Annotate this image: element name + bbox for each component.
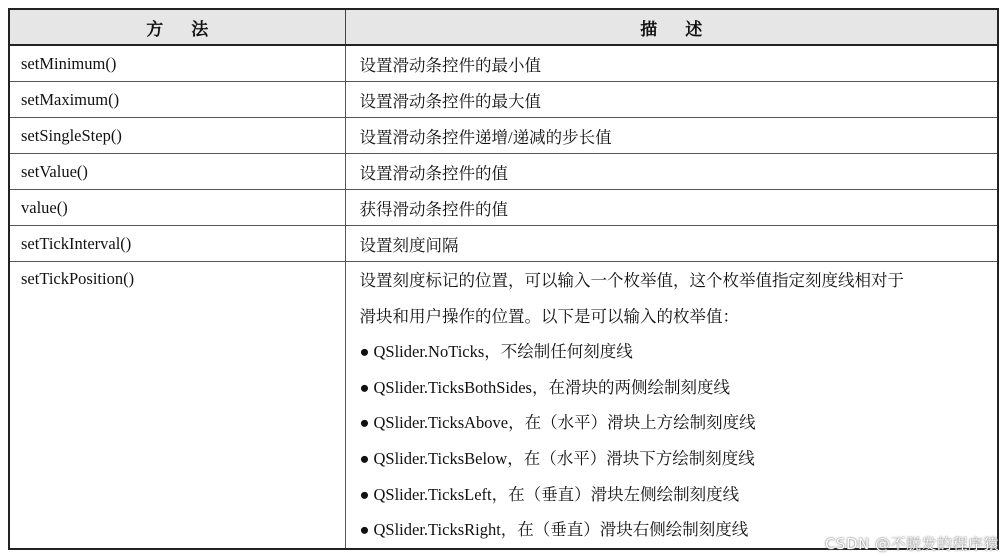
bullet-icon: ● bbox=[359, 448, 370, 468]
method-cell: setMinimum() bbox=[9, 45, 345, 82]
enum-option-item bbox=[360, 334, 988, 370]
description-line: 滑块和用户操作的位置。以下是可以输入的枚举值： bbox=[359, 306, 739, 326]
description-cell-multiline bbox=[345, 262, 998, 549]
table-body bbox=[9, 45, 998, 549]
table-row bbox=[9, 45, 998, 82]
table-row bbox=[9, 82, 998, 118]
method-cell: value() bbox=[9, 190, 345, 226]
header-description: 描述 bbox=[345, 9, 998, 45]
description-cell: 设置滑动条控件的最小值 bbox=[345, 45, 998, 82]
qslider-methods-table bbox=[8, 8, 999, 550]
methods-table-container bbox=[8, 8, 997, 550]
enum-option-text: QSlider.TicksRight，在（垂直）滑块右侧绘制刻度线 bbox=[373, 520, 749, 540]
enum-option-text: QSlider.TicksBelow，在（水平）滑块下方绘制刻度线 bbox=[373, 448, 755, 468]
enum-option-item bbox=[360, 370, 988, 406]
enum-option-text: QSlider.NoTicks，不绘制任何刻度线 bbox=[373, 342, 633, 362]
bullet-icon: ● bbox=[359, 377, 370, 397]
table-row bbox=[9, 190, 998, 226]
description-cell: 设置滑动条控件的最大值 bbox=[345, 82, 998, 118]
description-cell: 设置滑动条控件递增/递减的步长值 bbox=[345, 118, 998, 154]
enum-option-item bbox=[360, 477, 988, 513]
method-cell: setTickInterval() bbox=[9, 226, 345, 262]
enum-option-text: QSlider.TicksLeft，在（垂直）滑块左侧绘制刻度线 bbox=[373, 484, 740, 504]
bullet-icon: ● bbox=[359, 520, 370, 540]
method-cell: setMaximum() bbox=[9, 82, 345, 118]
csdn-watermark: CSDN @不脱发的程序猿 bbox=[824, 535, 999, 553]
description-cell: 设置滑动条控件的值 bbox=[345, 154, 998, 190]
table-header bbox=[9, 9, 998, 45]
enum-option-item bbox=[360, 441, 988, 477]
description-line: 设置刻度标记的位置，可以输入一个枚举值，这个枚举值指定刻度线相对于 bbox=[359, 271, 904, 290]
method-cell: setTickPosition() bbox=[9, 262, 345, 549]
bullet-icon: ● bbox=[359, 413, 370, 433]
bullet-icon: ● bbox=[359, 342, 370, 362]
method-cell: setSingleStep() bbox=[9, 118, 345, 154]
enum-option-text: QSlider.TicksBothSides，在滑块的两侧绘制刻度线 bbox=[373, 377, 730, 397]
enum-option-text: QSlider.TicksAbove，在（水平）滑块上方绘制刻度线 bbox=[373, 413, 756, 433]
bullet-icon: ● bbox=[359, 484, 370, 504]
method-cell: setValue() bbox=[9, 154, 345, 190]
header-row bbox=[9, 9, 998, 45]
header-method: 方法 bbox=[9, 9, 345, 45]
table-row bbox=[9, 226, 998, 262]
description-cell: 设置刻度间隔 bbox=[345, 226, 998, 262]
enum-option-item bbox=[360, 405, 988, 441]
table-row bbox=[9, 154, 998, 190]
table-row bbox=[9, 118, 998, 154]
table-row-tick-position bbox=[9, 262, 998, 549]
description-cell: 获得滑动条控件的值 bbox=[345, 190, 998, 226]
